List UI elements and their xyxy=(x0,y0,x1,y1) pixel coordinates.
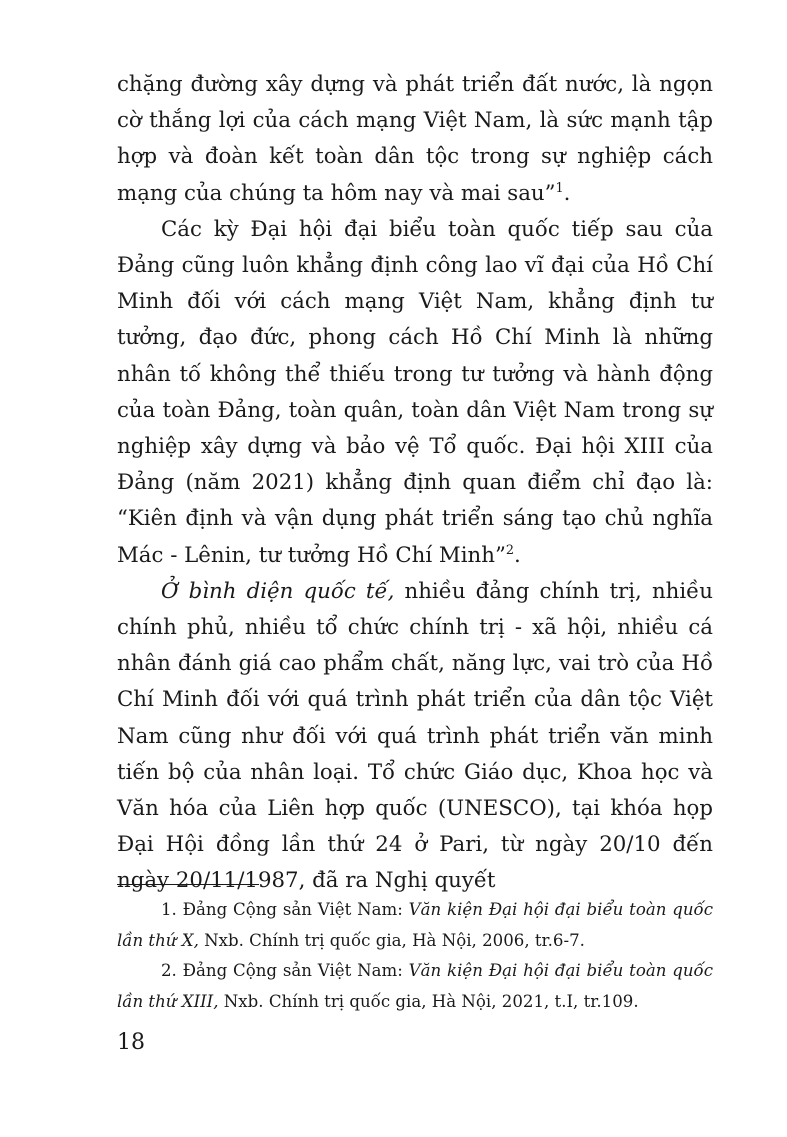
footnote-1-rest: Nxb. Chính trị quốc gia, Hà Nội, 2006, tr.6-7. xyxy=(198,930,585,950)
paragraph-2-text: Các kỳ Đại hội đại biểu toàn quốc tiếp sau của Đảng cũng luôn khẳng định công lao vĩ đại của Hồ Chí Minh đối với cách mạng Việt Nam, khẳng định tư tưởng, đạo đức, phong cách Hồ Chí Minh là những nhân tố không thể thiếu trong tư tưởng và hành động của toàn Đảng, toàn quân, toàn dân Việt Nam trong sự nghiệp xây dựng và bảo vệ Tổ quốc. Đại hội XIII của Đảng (năm 2021) khẳng định quan điểm chỉ đạo là: “Kiên định và vận dụng phát triển sáng tạo chủ nghĩa Mác - Lênin, tư tưởng Hồ Chí Minh” xyxy=(117,216,713,568)
footnote-ref-1: 1 xyxy=(555,180,564,196)
footnote-1-title: Văn kiện Đại hội đại biểu toàn quốc lần thứ X, xyxy=(117,900,713,950)
paragraph-3 xyxy=(117,574,713,900)
paragraph-3-text: nhiều đảng chính trị, nhiều chính phủ, nhiều tổ chức chính trị - xã hội, nhiều cá nhân đánh giá cao phẩm chất, năng lực, vai trò của Hồ Chí Minh đối với quá trình phát triển của dân tộc Việt Nam cũng như đối với quá trình phát triển văn minh tiến bộ của nhân loại. Tổ chức Giáo dục, Khoa học và Văn hóa của Liên hợp quốc (UNESCO), tại khóa họp Đại Hội đồng lần thứ 24 ở Pari, từ ngày 20/10 đến ngày 20/11/1987, đã ra Nghị quyết xyxy=(117,578,714,894)
footnote-1-lead: 1. Đảng Cộng sản Việt Nam: xyxy=(161,900,409,919)
footnote-2 xyxy=(117,956,713,1017)
paragraph-2 xyxy=(117,212,713,574)
body-text xyxy=(117,67,713,900)
footnotes xyxy=(117,895,713,1017)
footnote-ref-2: 2 xyxy=(505,542,514,558)
footnote-2-rest: Nxb. Chính trị quốc gia, Hà Nội, 2021, t.I, tr.109. xyxy=(218,991,639,1011)
paragraph-2-end: . xyxy=(513,542,521,568)
paragraph-1-text: chặng đường xây dựng và phát triển đất nước, là ngọn cờ thắng lợi của cách mạng Việt Nam, là sức mạnh tập hợp và đoàn kết toàn dân tộc trong sự nghiệp cách mạng của chúng ta hôm nay và mai sau” xyxy=(117,72,713,206)
footnote-1 xyxy=(117,895,713,956)
footnote-2-lead: 2. Đảng Cộng sản Việt Nam: xyxy=(161,961,409,981)
paragraph-3-lead: Ở bình diện quốc tế, xyxy=(161,578,395,604)
footnote-divider xyxy=(117,884,259,885)
paragraph-1 xyxy=(117,67,713,212)
page-number: 18 xyxy=(117,1030,145,1055)
footnote-2-title: Văn kiện Đại hội đại biểu toàn quốc lần thứ XIII, xyxy=(117,961,713,1011)
paragraph-1-end: . xyxy=(563,180,571,206)
